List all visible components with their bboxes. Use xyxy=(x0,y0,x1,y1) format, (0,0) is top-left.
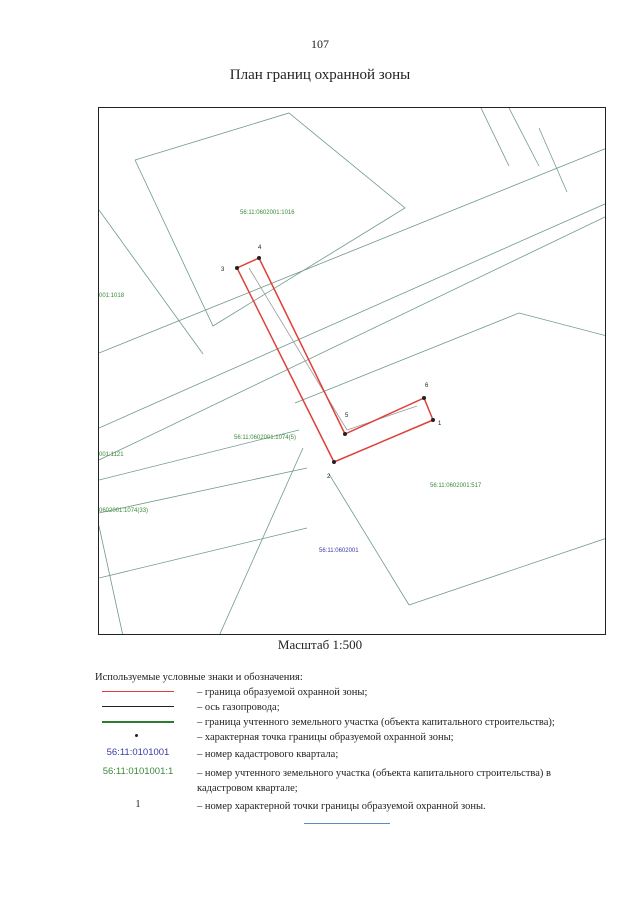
parcel-edge-top-a xyxy=(481,108,509,166)
parcel-label-517: 56:11:0602001:517 xyxy=(430,483,482,489)
parcel-label-1074-5: 56:11:0602001:1074(5) xyxy=(234,435,296,441)
boundary-map xyxy=(99,108,606,635)
parcel-edge-top-c xyxy=(539,128,567,192)
parcel-outline-1016 xyxy=(135,113,405,326)
point-label-1: 1 xyxy=(438,421,442,427)
parcel-edge-top-b xyxy=(509,108,539,166)
characteristic-points xyxy=(235,256,435,464)
protection-zone-boundary xyxy=(237,258,433,462)
parcel-label-1018: 001:1018 xyxy=(99,293,125,299)
map-frame xyxy=(98,107,606,635)
legend-heading: Используемые условные знаки и обозначения: xyxy=(95,672,303,683)
point-5 xyxy=(343,432,347,436)
parcel-outline-517 xyxy=(295,313,606,403)
point-2 xyxy=(332,460,336,464)
legend-text: – номер кадастрового квартала; xyxy=(197,749,339,760)
map-scale: Масштаб 1:500 xyxy=(277,637,363,652)
legend-text: – граница образуемой охранной зоны; xyxy=(197,687,368,698)
parcel-edge-left-d xyxy=(99,528,307,578)
end-line xyxy=(304,823,390,824)
road-edge-lower xyxy=(99,216,606,460)
point-label-6: 6 xyxy=(425,383,429,389)
parcel-label-1121: 001:1121 xyxy=(99,452,124,458)
parcel-edge-left-e xyxy=(99,526,123,635)
legend-text: – номер характерной точки границы образуемой охранной зоны. xyxy=(197,801,486,812)
point-label-5: 5 xyxy=(345,413,349,419)
page-number: 107 xyxy=(311,37,329,51)
point-label-3: 3 xyxy=(221,267,225,273)
legend-text: – характерная точка границы образуемой охранной зоны; xyxy=(197,732,454,743)
legend-text: – номер учтенного земельного участка (объекта капитального строительства) в кадастровом квартале; xyxy=(197,768,551,794)
parcel-label-1074-33: 0602001:1074(33) xyxy=(99,508,149,514)
road-edge-upper xyxy=(99,148,606,353)
point-label-2: 2 xyxy=(327,474,331,480)
legend-text: – граница учтенного земельного участка (объекта капитального строительства); xyxy=(197,717,555,728)
dot-symbol xyxy=(100,730,176,745)
parcel-edge-517-right xyxy=(409,538,606,605)
legend-text: – ось газопровода; xyxy=(197,702,280,713)
point-1 xyxy=(431,418,435,422)
quarter-number-sample: 56:11:0101001 xyxy=(106,747,170,758)
point-4 xyxy=(257,256,261,260)
quarter-label: 56:11:0602001 xyxy=(319,548,359,554)
red-line-symbol xyxy=(100,685,176,700)
point-6 xyxy=(422,396,426,400)
point-label-4: 4 xyxy=(258,245,262,251)
gas-pipeline-axis xyxy=(249,268,417,430)
parcel-number-sample: 56:11:0101001:1 xyxy=(102,766,174,777)
black-line-symbol xyxy=(100,700,176,715)
parcel-edge-bottom-left xyxy=(219,448,303,635)
page-title: План границ охранной зоны xyxy=(229,67,411,83)
point-number-sample: 1 xyxy=(135,799,141,810)
parcel-edge-517-bottom xyxy=(329,474,409,605)
base-lines xyxy=(99,108,606,635)
parcel-edge-left-c xyxy=(99,468,307,513)
point-3 xyxy=(235,266,239,270)
green-line-symbol xyxy=(100,715,176,730)
parcel-label-1016: 56:11:0602001:1016 xyxy=(240,210,295,216)
